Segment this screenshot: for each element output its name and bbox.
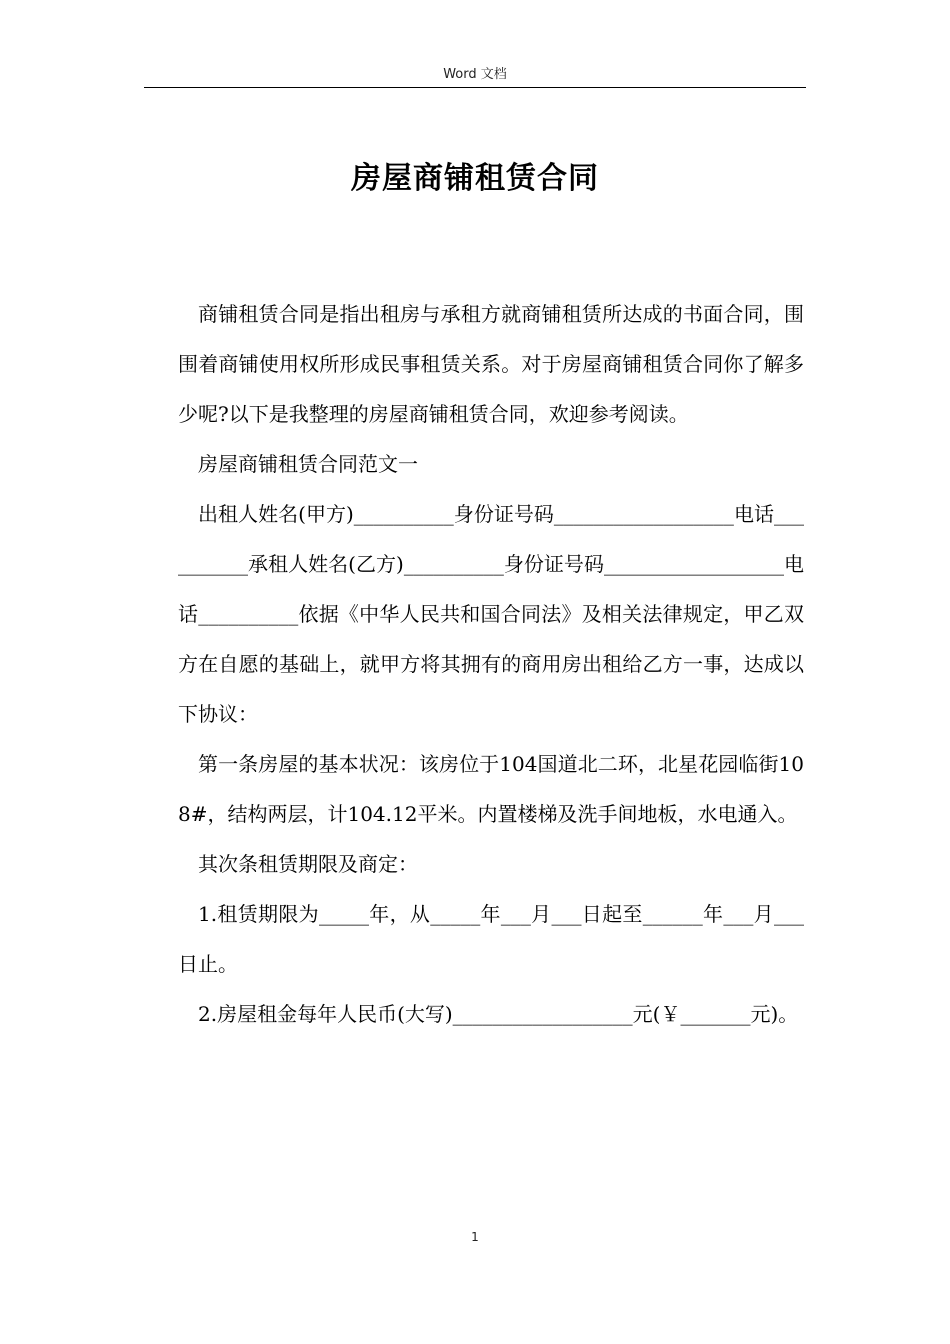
lease-term-clause: 1.租赁期限为_____年，从_____年___月___日起至______年___月___日止。 [178, 902, 804, 976]
article-one-paragraph: 第一条房屋的基本状况：该房位于104国道北二环，北星花园临街108#，结构两层，计104.12平米。内置楼梯及洗手间地板，水电通入。 [178, 752, 804, 826]
header-divider [144, 87, 806, 88]
page-header: Word 文档 [443, 67, 507, 82]
article-two-heading: 其次条租赁期限及商定： [198, 852, 418, 876]
page-number: 1 [471, 1230, 479, 1244]
document-body [178, 289, 804, 1039]
section-heading-sample-one: 房屋商铺租赁合同范文一 [198, 452, 418, 476]
parties-paragraph: 出租人姓名(甲方)__________身份证号码__________________电话__________承租人姓名(乙方)__________身份证号码__________________电话__________依据《中华人民共和国合同法》及相关法律规定，甲乙双方在自愿的基础上，就甲方将其拥有的商用房出租给乙方一事，达成以下协议： [178, 502, 804, 726]
rent-clause: 2.房屋租金每年人民币(大写)__________________元(￥_______元)。 [198, 1002, 799, 1026]
intro-paragraph: 商铺租赁合同是指出租房与承租方就商铺租赁所达成的书面合同，围围着商铺使用权所形成民事租赁关系。对于房屋商铺租赁合同你了解多少呢?以下是我整理的房屋商铺租赁合同，欢迎参考阅读。 [178, 302, 804, 426]
document-title: 房屋商铺租赁合同 [351, 161, 599, 196]
